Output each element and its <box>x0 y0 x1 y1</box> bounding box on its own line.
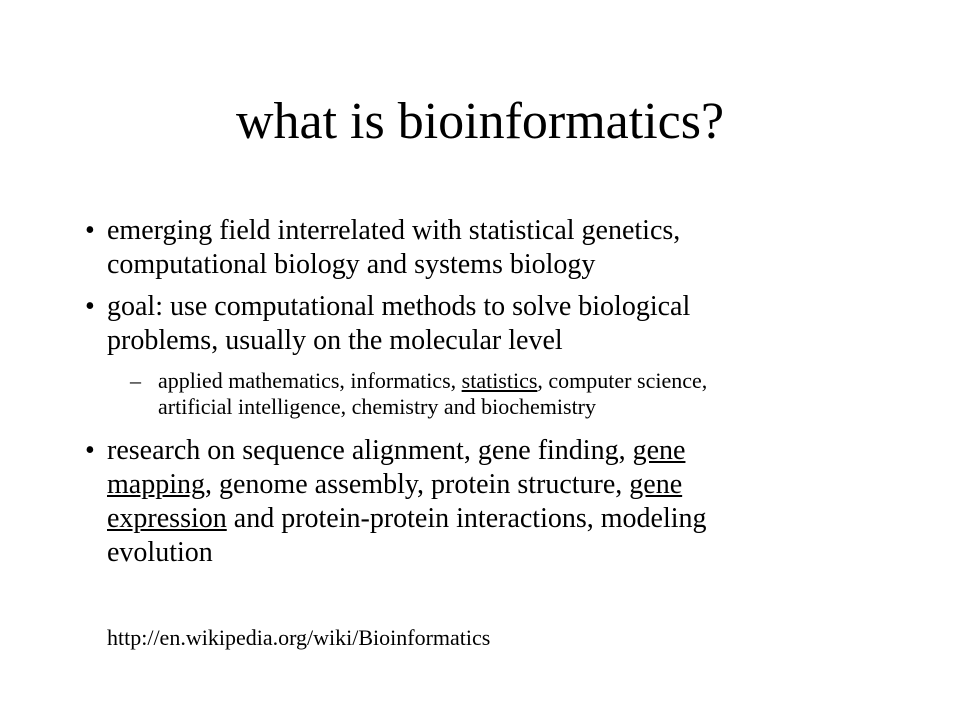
bullet-line <box>107 468 805 502</box>
bullet-line <box>107 502 805 536</box>
sub-bullet-fields <box>130 368 850 420</box>
gene-mapping-link[interactable]: mapping <box>107 469 205 500</box>
bullet-line: goal: use computational methods to solve biological <box>107 291 691 322</box>
bullet-research <box>85 434 805 570</box>
sub-bullet-line: artificial intelligence, chemistry and biochemistry <box>158 394 597 419</box>
statistics-link[interactable]: statistics <box>461 368 538 393</box>
bullet-line: computational biology and systems biology <box>107 249 596 280</box>
bullet-emerging-field <box>85 214 805 282</box>
bullet-goal <box>85 290 805 358</box>
slide-title: what is bioinformatics? <box>235 93 725 150</box>
sub-bullet-line <box>158 368 850 394</box>
bullet-text: , genome assembly, protein structure, <box>205 469 630 500</box>
bullet-marker: • <box>85 291 95 322</box>
bullet-text: research on sequence alignment, gene finding, <box>107 435 633 466</box>
gene-expression-link[interactable]: expression <box>107 503 227 534</box>
bullet-line <box>107 434 805 468</box>
gene-mapping-link[interactable]: gene <box>632 435 686 466</box>
sub-bullet-text: , computer science, <box>537 368 708 393</box>
sub-bullet-marker: – <box>130 368 141 393</box>
bullet-line: emerging field interrelated with statistical genetics, <box>107 215 681 246</box>
sub-bullet-text: applied mathematics, informatics, <box>158 368 462 393</box>
bullet-line: evolution <box>107 537 213 568</box>
source-url: http://en.wikipedia.org/wiki/Bioinformatics <box>107 625 491 650</box>
bullet-marker: • <box>85 215 95 246</box>
bullet-line: problems, usually on the molecular level <box>107 325 563 356</box>
bullet-marker: • <box>85 435 95 466</box>
bullet-text: and protein-protein interactions, modeling <box>226 503 707 534</box>
gene-expression-link[interactable]: gene <box>629 469 683 500</box>
